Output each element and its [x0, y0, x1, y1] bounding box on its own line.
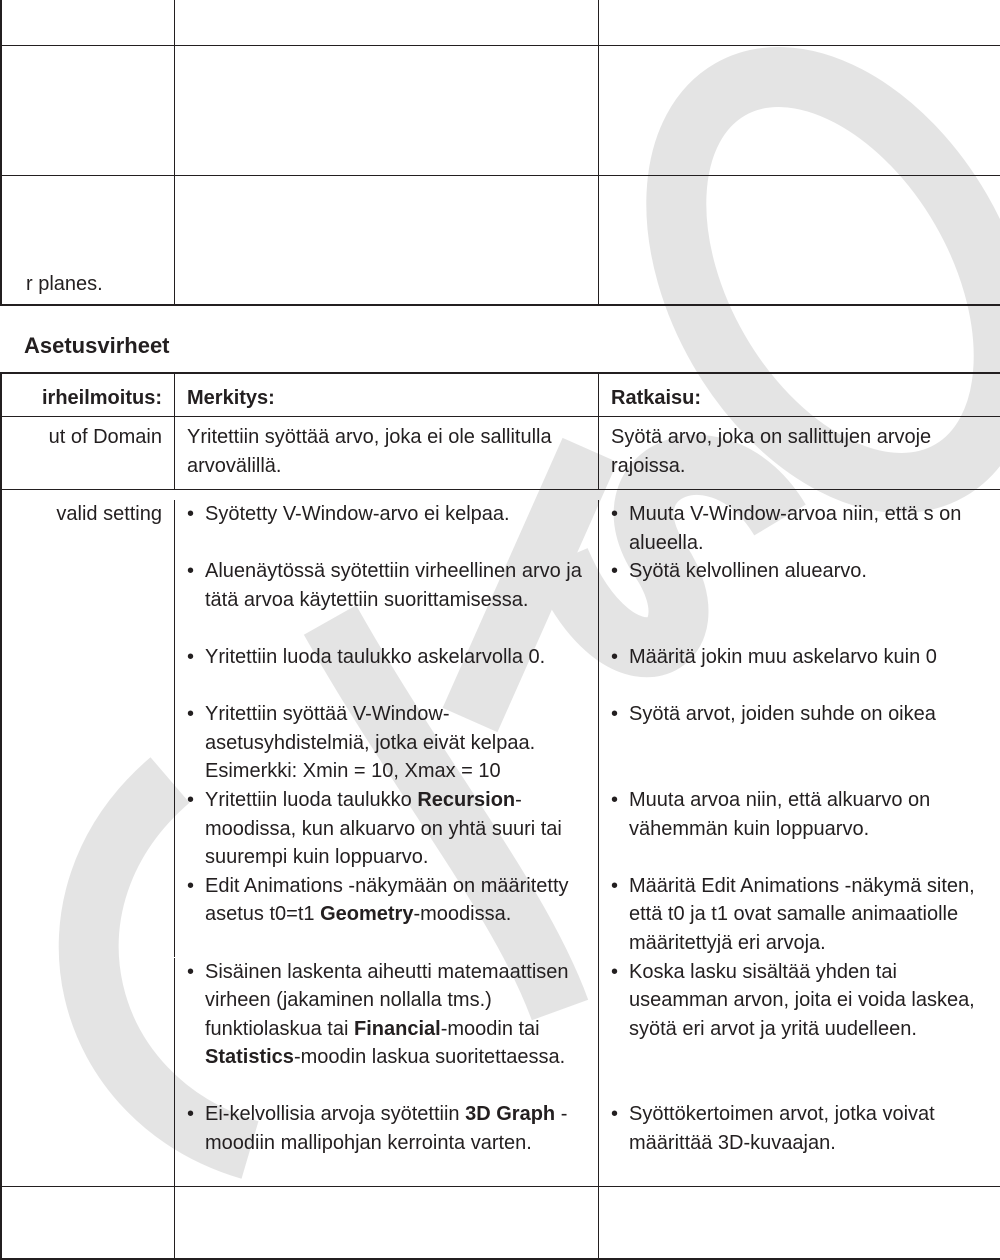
- invalid-setting-details: [174, 490, 1000, 1186]
- error-meaning: Yritettiin syöttää arvo, joka ei ole sallitulla arvovälillä.: [174, 417, 598, 489]
- table-row: [2, 176, 1000, 304]
- meaning-text: Yritettiin syöttää V-Window-asetusyhdistelmiä, jotka eivät kelpaa. Esimerkki: Xmin = 10, Xmax = 10: [205, 703, 536, 783]
- meaning-item: [174, 643, 598, 700]
- section-title: Asetusvirheet: [24, 333, 170, 358]
- meaning-text: -moodiin mallipohjan kerrointa varten.: [205, 1103, 568, 1154]
- meaning-text: -moodissa.: [413, 903, 512, 926]
- solution-item: [598, 872, 1000, 958]
- solution-item: [598, 643, 1000, 700]
- solution-text: • Määritä Edit Animations -näkymä siten, että t0 ja t1 ovat samalle animaatiolle määritettyjä eri arvoja.: [611, 872, 988, 958]
- error-solution: Syötä arvo, joka on sallittujen arvoje rajoissa.: [598, 417, 1000, 489]
- table-cell: [174, 46, 598, 175]
- table-row: [2, 0, 1000, 46]
- solution-text: • Määritä jokin muu askelarvo kuin 0: [611, 643, 988, 672]
- solution-text: • Syötä kelvollinen aluearvo.: [611, 557, 988, 586]
- meaning-text: Geometry: [320, 903, 414, 926]
- header-meaning: Merkitys:: [174, 374, 598, 419]
- table-cell: [2, 176, 174, 304]
- header-solution: Ratkaisu:: [598, 374, 1000, 419]
- solution-item: [598, 700, 1000, 786]
- solution-item: [598, 557, 1000, 643]
- table-header-row: [2, 374, 1000, 417]
- solution-text: • Muuta arvoa niin, että alkuarvo on vähemmän kuin loppuarvo.: [611, 786, 988, 843]
- meaning-text: Sisäinen laskenta aiheutti matemaattisen virheen (jakaminen nollalla tms.) funktiolaskua tai: [205, 960, 569, 1040]
- cell-text: r planes.: [26, 272, 103, 295]
- meaning-text: Aluenäytössä syötettiin virheellinen arvo ja tätä arvoa käytettiin suorittamisessa.: [205, 560, 582, 611]
- table-cell: [2, 1187, 174, 1258]
- table-cell: [174, 1187, 598, 1258]
- meaning-text: Edit Animations -näkymään on määritetty asetus t0=t1: [205, 874, 569, 926]
- table-row-out-of-domain: [2, 417, 1000, 490]
- meaning-item: [174, 958, 598, 1101]
- table-cell: [174, 176, 598, 304]
- table-row: [2, 46, 1000, 176]
- header-message: irheilmoitus:: [41, 387, 162, 409]
- solution-item: [598, 958, 1000, 1101]
- error-message: valid setting: [56, 503, 162, 525]
- meaning-text: Yritettiin luoda taulukko: [205, 789, 418, 811]
- meaning-text: Financial: [353, 1017, 441, 1040]
- meaning-item: [174, 786, 598, 872]
- table-cell: [598, 176, 1000, 304]
- error-message: ut of Domain: [48, 426, 162, 448]
- meaning-item: [174, 500, 598, 557]
- top-table: [0, 0, 1000, 306]
- meaning-text: -moodin laskua suoritettaessa.: [293, 1046, 566, 1068]
- meaning-item: [174, 557, 598, 643]
- table-cell: [598, 46, 1000, 175]
- settings-errors-table: [0, 372, 1000, 1260]
- solution-text: • Syöttökertoimen arvot, jotka voivat määrittää 3D-kuvaajan.: [611, 1100, 988, 1157]
- solution-item: [598, 1100, 1000, 1186]
- solution-text: • Muuta V-Window-arvoa niin, että s on alueella.: [611, 500, 988, 557]
- meaning-text: Ei-kelvollisia arvoja syötettiin: [205, 1103, 466, 1126]
- meaning-text: -moodissa, kun alkuarvo on yhtä suuri tai suurempi kuin loppuarvo.: [205, 789, 562, 868]
- meaning-text: 3D Graph: [465, 1103, 556, 1126]
- meaning-item: [174, 700, 598, 786]
- solution-text: • Koska lasku sisältää yhden tai useamman arvon, joita ei voida laskea, syötä eri arvot ja yritä uudelleen.: [611, 958, 988, 1044]
- table-cell: [2, 46, 174, 175]
- table-cell: [598, 1187, 1000, 1258]
- table-cell: [2, 0, 174, 45]
- solution-item: [598, 500, 1000, 557]
- table-row: [2, 1187, 1000, 1258]
- meaning-item: [174, 872, 598, 958]
- table-row-invalid-setting: [2, 490, 1000, 1187]
- table-cell: [174, 0, 598, 45]
- solution-text: • Syötä arvot, joiden suhde on oikea: [611, 700, 988, 729]
- table-cell: [598, 0, 1000, 45]
- meaning-text: Recursion: [417, 789, 516, 811]
- meaning-text: -moodin tai: [440, 1017, 540, 1040]
- meaning-text: Statistics: [205, 1046, 294, 1068]
- meaning-text: Syötetty V-Window-arvo ei kelpaa.: [205, 503, 510, 525]
- meaning-item: [174, 1100, 598, 1186]
- solution-item: [598, 786, 1000, 872]
- meaning-text: Yritettiin luoda taulukko askelarvolla 0.: [205, 646, 546, 668]
